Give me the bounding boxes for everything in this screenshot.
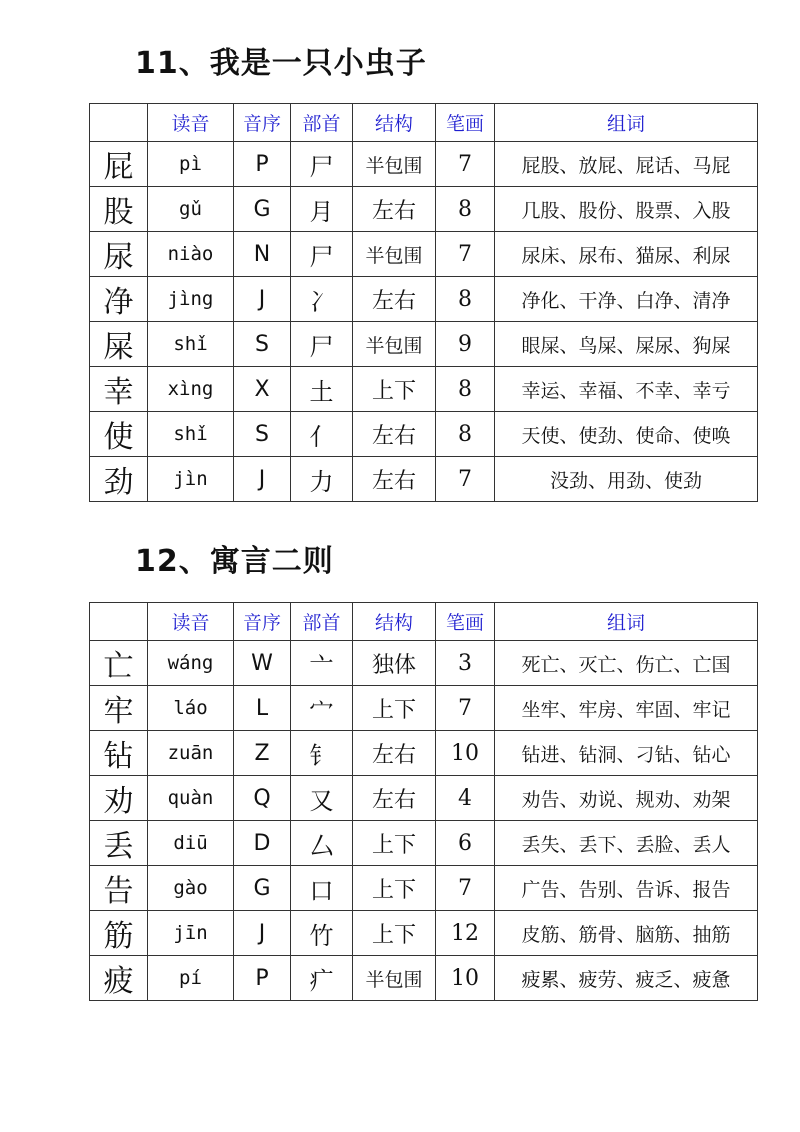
table-row <box>90 686 758 731</box>
table-row <box>90 641 758 686</box>
header-strokes: 笔画 <box>436 603 495 641</box>
cell-index: S <box>234 322 291 367</box>
cell-char: 屎 <box>90 322 148 367</box>
cell-words: 死亡、灭亡、伤亡、亡国 <box>495 641 758 686</box>
table-row <box>90 232 758 277</box>
cell-pinyin: xìng <box>148 367 234 412</box>
vocab-table-lesson-12 <box>89 602 758 1001</box>
cell-radical: 亻 <box>291 412 353 457</box>
cell-structure: 左右 <box>353 277 436 322</box>
cell-strokes: 9 <box>436 322 495 367</box>
header-structure: 结构 <box>353 104 436 142</box>
cell-char: 劝 <box>90 776 148 821</box>
section-title-11: 11、我是一只小虫子 <box>135 46 427 81</box>
cell-pinyin: jìng <box>148 277 234 322</box>
cell-index: J <box>234 457 291 502</box>
cell-char: 幸 <box>90 367 148 412</box>
cell-index: P <box>234 956 291 1001</box>
cell-index: Z <box>234 731 291 776</box>
table-row <box>90 956 758 1001</box>
cell-structure: 左右 <box>353 776 436 821</box>
cell-structure: 半包围 <box>353 956 436 1001</box>
cell-pinyin: niào <box>148 232 234 277</box>
header-words: 组词 <box>495 104 758 142</box>
cell-pinyin: gǔ <box>148 187 234 232</box>
cell-char: 亡 <box>90 641 148 686</box>
cell-strokes: 7 <box>436 686 495 731</box>
cell-radical: 钅 <box>291 731 353 776</box>
cell-pinyin: shǐ <box>148 322 234 367</box>
cell-char: 尿 <box>90 232 148 277</box>
cell-structure: 独体 <box>353 641 436 686</box>
cell-pinyin: wáng <box>148 641 234 686</box>
cell-words: 没劲、用劲、使劲 <box>495 457 758 502</box>
table-row <box>90 412 758 457</box>
table-row <box>90 142 758 187</box>
cell-char: 告 <box>90 866 148 911</box>
cell-words: 净化、干净、白净、清净 <box>495 277 758 322</box>
cell-words: 皮筋、筋骨、脑筋、抽筋 <box>495 911 758 956</box>
cell-radical: 力 <box>291 457 353 502</box>
cell-char: 牢 <box>90 686 148 731</box>
table-header-row <box>90 104 758 142</box>
cell-strokes: 10 <box>436 731 495 776</box>
cell-words: 丢失、丢下、丢脸、丢人 <box>495 821 758 866</box>
cell-structure: 左右 <box>353 412 436 457</box>
cell-strokes: 4 <box>436 776 495 821</box>
cell-strokes: 12 <box>436 911 495 956</box>
cell-index: N <box>234 232 291 277</box>
header-index: 音序 <box>234 603 291 641</box>
header-index: 音序 <box>234 104 291 142</box>
cell-char: 钻 <box>90 731 148 776</box>
cell-words: 天使、使劲、使命、使唤 <box>495 412 758 457</box>
cell-words: 劝告、劝说、规劝、劝架 <box>495 776 758 821</box>
cell-char: 净 <box>90 277 148 322</box>
cell-radical: 又 <box>291 776 353 821</box>
cell-radical: 厶 <box>291 821 353 866</box>
cell-pinyin: láo <box>148 686 234 731</box>
cell-structure: 半包围 <box>353 232 436 277</box>
cell-strokes: 7 <box>436 457 495 502</box>
vocab-table-lesson-11 <box>89 103 758 502</box>
cell-radical: 疒 <box>291 956 353 1001</box>
header-radical: 部首 <box>291 104 353 142</box>
cell-structure: 半包围 <box>353 322 436 367</box>
cell-words: 疲累、疲劳、疲乏、疲惫 <box>495 956 758 1001</box>
cell-index: L <box>234 686 291 731</box>
cell-char: 股 <box>90 187 148 232</box>
table-row <box>90 866 758 911</box>
cell-pinyin: jìn <box>148 457 234 502</box>
section-title-12: 12、寓言二则 <box>135 544 334 579</box>
cell-index: J <box>234 277 291 322</box>
cell-structure: 上下 <box>353 367 436 412</box>
header-words: 组词 <box>495 603 758 641</box>
cell-char: 筋 <box>90 911 148 956</box>
header-structure: 结构 <box>353 603 436 641</box>
table-row <box>90 277 758 322</box>
cell-char: 屁 <box>90 142 148 187</box>
cell-index: P <box>234 142 291 187</box>
table-row <box>90 367 758 412</box>
cell-index: Q <box>234 776 291 821</box>
table-row <box>90 322 758 367</box>
cell-pinyin: gào <box>148 866 234 911</box>
cell-structure: 左右 <box>353 731 436 776</box>
cell-structure: 左右 <box>353 187 436 232</box>
table-row <box>90 776 758 821</box>
cell-structure: 上下 <box>353 911 436 956</box>
cell-words: 几股、股份、股票、入股 <box>495 187 758 232</box>
cell-pinyin: quàn <box>148 776 234 821</box>
cell-strokes: 3 <box>436 641 495 686</box>
cell-radical: 尸 <box>291 232 353 277</box>
table-row <box>90 457 758 502</box>
cell-strokes: 8 <box>436 187 495 232</box>
cell-radical: 口 <box>291 866 353 911</box>
cell-radical: 冫 <box>291 277 353 322</box>
cell-radical: 尸 <box>291 142 353 187</box>
header-strokes: 笔画 <box>436 104 495 142</box>
cell-words: 坐牢、牢房、牢固、牢记 <box>495 686 758 731</box>
cell-strokes: 8 <box>436 277 495 322</box>
table-row <box>90 187 758 232</box>
cell-structure: 左右 <box>353 457 436 502</box>
cell-index: D <box>234 821 291 866</box>
cell-pinyin: shǐ <box>148 412 234 457</box>
cell-structure: 上下 <box>353 866 436 911</box>
header-pinyin: 读音 <box>148 104 234 142</box>
cell-words: 钻进、钻洞、刁钻、钻心 <box>495 731 758 776</box>
cell-strokes: 7 <box>436 142 495 187</box>
cell-radical: 亠 <box>291 641 353 686</box>
cell-strokes: 8 <box>436 412 495 457</box>
cell-structure: 半包围 <box>353 142 436 187</box>
header-radical: 部首 <box>291 603 353 641</box>
cell-words: 幸运、幸福、不幸、幸亏 <box>495 367 758 412</box>
cell-strokes: 7 <box>436 232 495 277</box>
cell-radical: 竹 <box>291 911 353 956</box>
cell-char: 疲 <box>90 956 148 1001</box>
cell-index: J <box>234 911 291 956</box>
cell-structure: 上下 <box>353 821 436 866</box>
cell-char: 劲 <box>90 457 148 502</box>
cell-words: 眼屎、鸟屎、屎尿、狗屎 <box>495 322 758 367</box>
cell-radical: 月 <box>291 187 353 232</box>
header-char <box>90 603 148 641</box>
cell-index: X <box>234 367 291 412</box>
table-row <box>90 731 758 776</box>
cell-strokes: 7 <box>436 866 495 911</box>
cell-index: W <box>234 641 291 686</box>
cell-pinyin: diū <box>148 821 234 866</box>
cell-strokes: 10 <box>436 956 495 1001</box>
cell-char: 丢 <box>90 821 148 866</box>
cell-char: 使 <box>90 412 148 457</box>
cell-radical: 尸 <box>291 322 353 367</box>
table-row <box>90 821 758 866</box>
cell-words: 尿床、尿布、猫尿、利尿 <box>495 232 758 277</box>
cell-index: S <box>234 412 291 457</box>
cell-pinyin: pí <box>148 956 234 1001</box>
cell-radical: 土 <box>291 367 353 412</box>
cell-words: 广告、告别、告诉、报告 <box>495 866 758 911</box>
header-pinyin: 读音 <box>148 603 234 641</box>
cell-structure: 上下 <box>353 686 436 731</box>
cell-pinyin: jīn <box>148 911 234 956</box>
header-char <box>90 104 148 142</box>
table-header-row <box>90 603 758 641</box>
cell-pinyin: zuān <box>148 731 234 776</box>
cell-strokes: 6 <box>436 821 495 866</box>
cell-strokes: 8 <box>436 367 495 412</box>
cell-pinyin: pì <box>148 142 234 187</box>
cell-index: G <box>234 866 291 911</box>
cell-index: G <box>234 187 291 232</box>
cell-radical: 宀 <box>291 686 353 731</box>
cell-words: 屁股、放屁、屁话、马屁 <box>495 142 758 187</box>
table-row <box>90 911 758 956</box>
